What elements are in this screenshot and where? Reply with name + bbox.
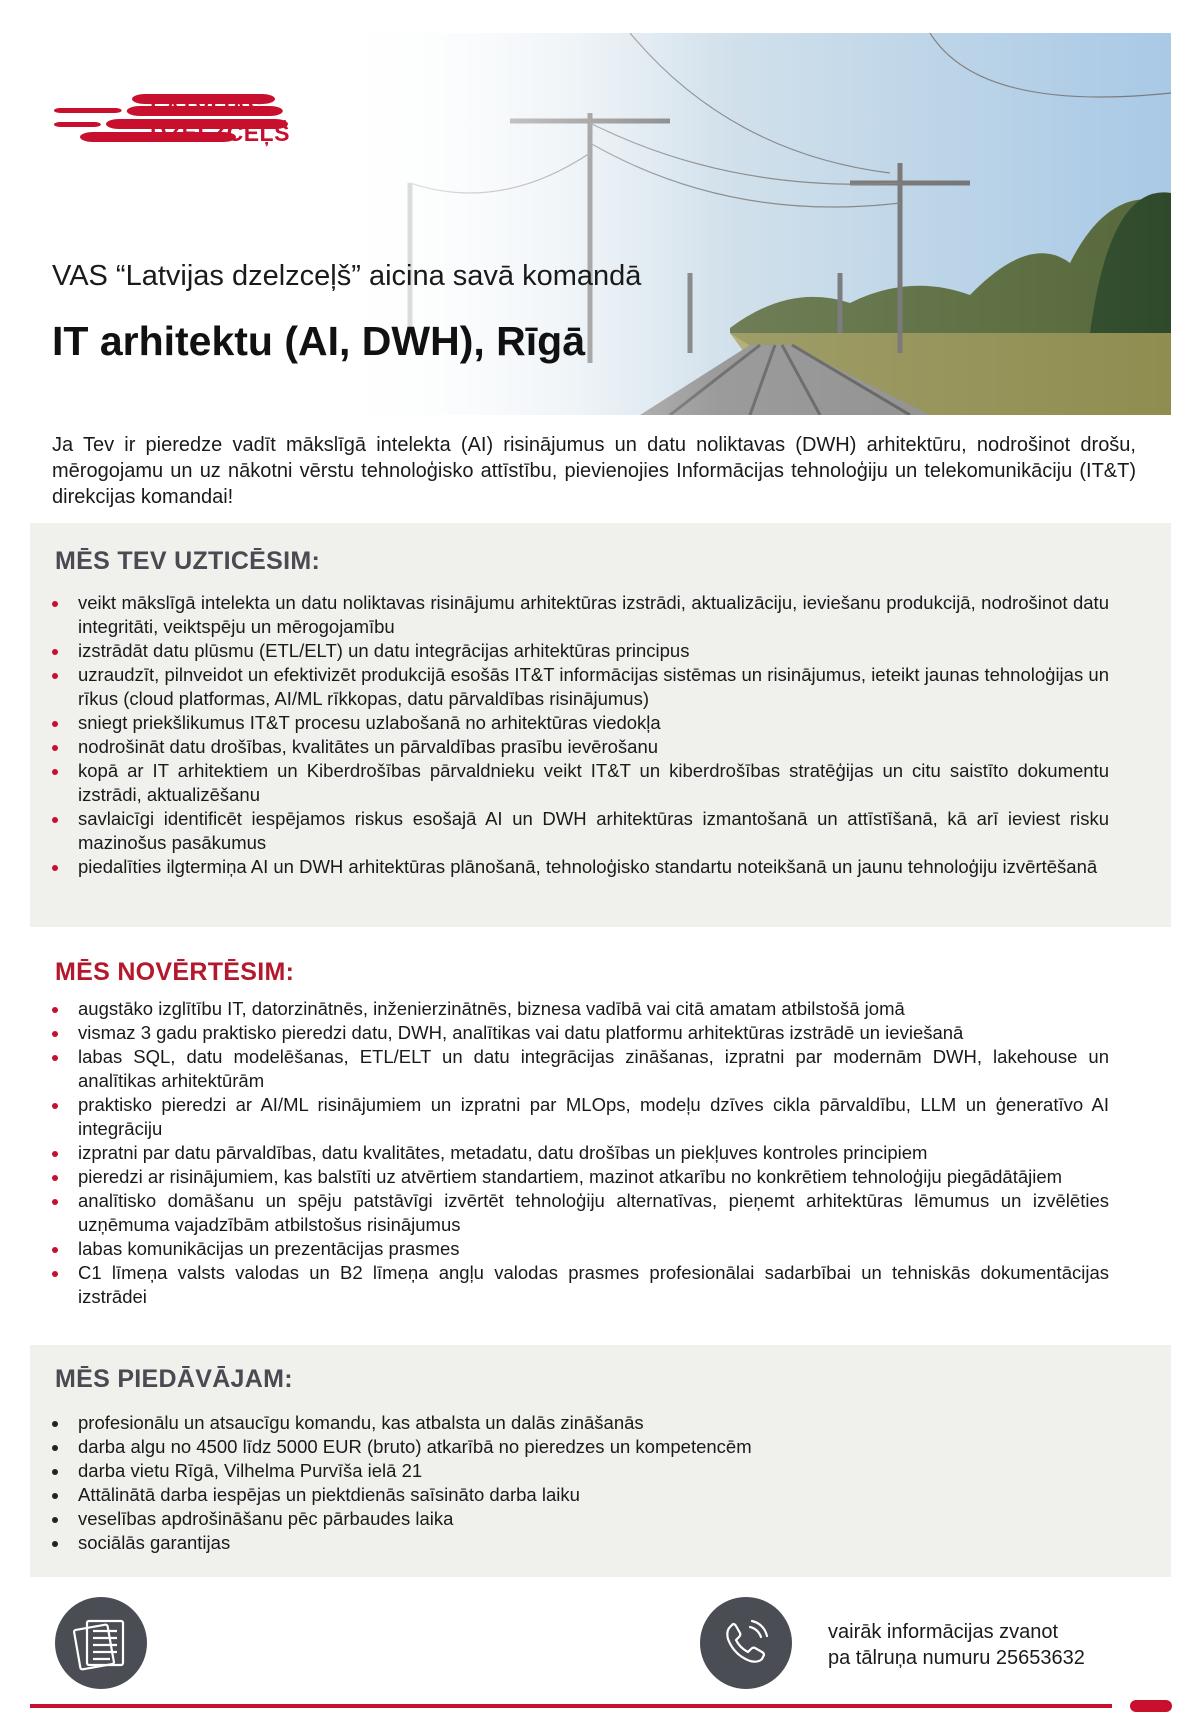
duties-list [30,591,1171,879]
documents-icon [55,1597,147,1689]
intro-paragraph: Ja Tev ir pieredze vadīt mākslīgā intelekta (AI) risinājumus un datu noliktavas (DWH) arhitektūru, nodrošinot drošu, mērogojamu un uz nākotni vērstu tehnoloģisko attīstību, pievienojies Informācijas tehnoloģiju un telekomunikāciju (IT&T) direkcijas komandai! [52,434,1136,508]
section-requirements [30,940,1171,1340]
section-requirements-heading: MĒS NOVĒRTĒSIM: [55,958,295,986]
list-item: uzraudzīt, pilnveidot un efektivizēt produkcijā esošās IT&T informācijas sistēmas un risinājumus, ieteikt jaunas tehnoloģijas un rīkus (cloud platformas, AI/ML rīkkopas, datu pārvaldības risinājumus) [30,663,1171,711]
list-item: C1 līmeņa valsts valodas un B2 līmeņa angļu valodas prasmes profesionālai sadarbībai un tehniskās dokumentācijas izstrādei [30,1261,1171,1309]
list-item: labas SQL, datu modelēšanas, ETL/ELT un datu integrācijas zināšanas, izpratni par modernām DWH, lakehouse un analītikas arhitektūrām [30,1045,1171,1093]
list-item: labas komunikācijas un prezentācijas prasmes [30,1237,1171,1261]
section-duties [30,523,1171,927]
phone-icon [700,1597,792,1689]
list-item: profesionālu un atsaucīgu komandu, kas atbalsta un dalās zināšanās [30,1411,1171,1435]
section-offer [30,1345,1171,1577]
list-item: sniegt priekšlikumus IT&T procesu uzlabošanā no arhitektūras viedokļa [30,711,1171,735]
list-item: savlaicīgi identificēt iespējamos riskus esošajā AI un DWH arhitektūras izmantošanā un attīstīšanā, kā arī ieviest risku mazinošus pasākumus [30,807,1171,855]
list-item: darba vietu Rīgā, Vilhelma Purvīša ielā 21 [30,1459,1171,1483]
list-item: vismaz 3 gadu praktisko pieredzi datu, DWH, analītikas vai datu platformu arhitektūras izstrādē un ieviešanā [30,1021,1171,1045]
list-item: veikt mākslīgā intelekta un datu noliktavas risinājumu arhitektūras izstrādi, aktualizāciju, ieviešanu produkcijā, nodrošinot datu integritāti, veiktspēju un mērogojamību [30,591,1171,639]
contact-line-2: pa tālruņa numuru 25653632 [828,1647,1085,1669]
section-duties-heading: MĒS TEV UZTICĒSIM: [55,547,321,575]
list-item: sociālās garantijas [30,1531,1171,1555]
list-item: pieredzi ar risinājumiem, kas balstīti uz atvērtiem standartiem, mazinot atkarību no konkrētiem tehnoloģiju piegādātājiem [30,1165,1171,1189]
list-item: kopā ar IT arhitektiem un Kiberdrošības pārvaldnieku veikt IT&T un kiberdrošības stratēģijas un citu saistīto dokumentu izstrādi, aktualizēšanu [30,759,1171,807]
bottom-divider [30,1704,1112,1708]
section-offer-heading: MĒS PIEDĀVĀJAM: [55,1365,293,1393]
bottom-accent [1130,1700,1172,1712]
list-item: augstāko izglītību IT, datorzinātnēs, inženierzinātnēs, biznesa vadībā vai citā amatam atbilstošā jomā [30,997,1171,1021]
list-item: izstrādāt datu plūsmu (ETL/ELT) un datu integrācijas arhitektūras principus [30,639,1171,663]
list-item: darba algu no 4500 līdz 5000 EUR (bruto) atkarībā no pieredzes un kompetencēm [30,1435,1171,1459]
page-subtitle: VAS “Latvijas dzelzceļš” aicina savā komandā [52,260,642,292]
contact-info [828,1619,1085,1671]
offer-list [30,1411,1171,1555]
logo-line-2: DZELZCEĻŠ [150,120,290,146]
list-item: veselības apdrošināšanu pēc pārbaudes laika [30,1507,1171,1531]
requirements-list [30,997,1171,1309]
list-item: nodrošināt datu drošības, kvalitātes un pārvaldības prasību ievērošanu [30,735,1171,759]
list-item: analītisko domāšanu un spēju patstāvīgi izvērtēt tehnoloģiju alternatīvas, pieņemt arhitektūras lēmumus un izvēlēties uzņēmuma vajadzībām atbilstošus risinājumus [30,1189,1171,1237]
list-item: praktisko pieredzi ar AI/ML risinājumiem un izpratni par MLOps, modeļu dzīves cikla pārvaldību, LLM un ģeneratīvo AI integrāciju [30,1093,1171,1141]
logo-line-1: LATVIJAS [150,95,264,121]
list-item: Attālinātā darba iespējas un piektdienās saīsināto darba laiku [30,1483,1171,1507]
list-item: piedalīties ilgtermiņa AI un DWH arhitektūras plānošanā, tehnoloģisko standartu noteikšanā un jaunu tehnoloģiju izvērtēšanā [30,855,1171,879]
page-title: IT arhitektu (AI, DWH), Rīgā [52,318,585,364]
list-item: izpratni par datu pārvaldības, datu kvalitātes, metadatu, datu drošības un piekļuves kontroles principiem [30,1141,1171,1165]
contact-line-1: vairāk informācijas zvanot [828,1621,1059,1643]
logo-wordmark [150,96,290,146]
